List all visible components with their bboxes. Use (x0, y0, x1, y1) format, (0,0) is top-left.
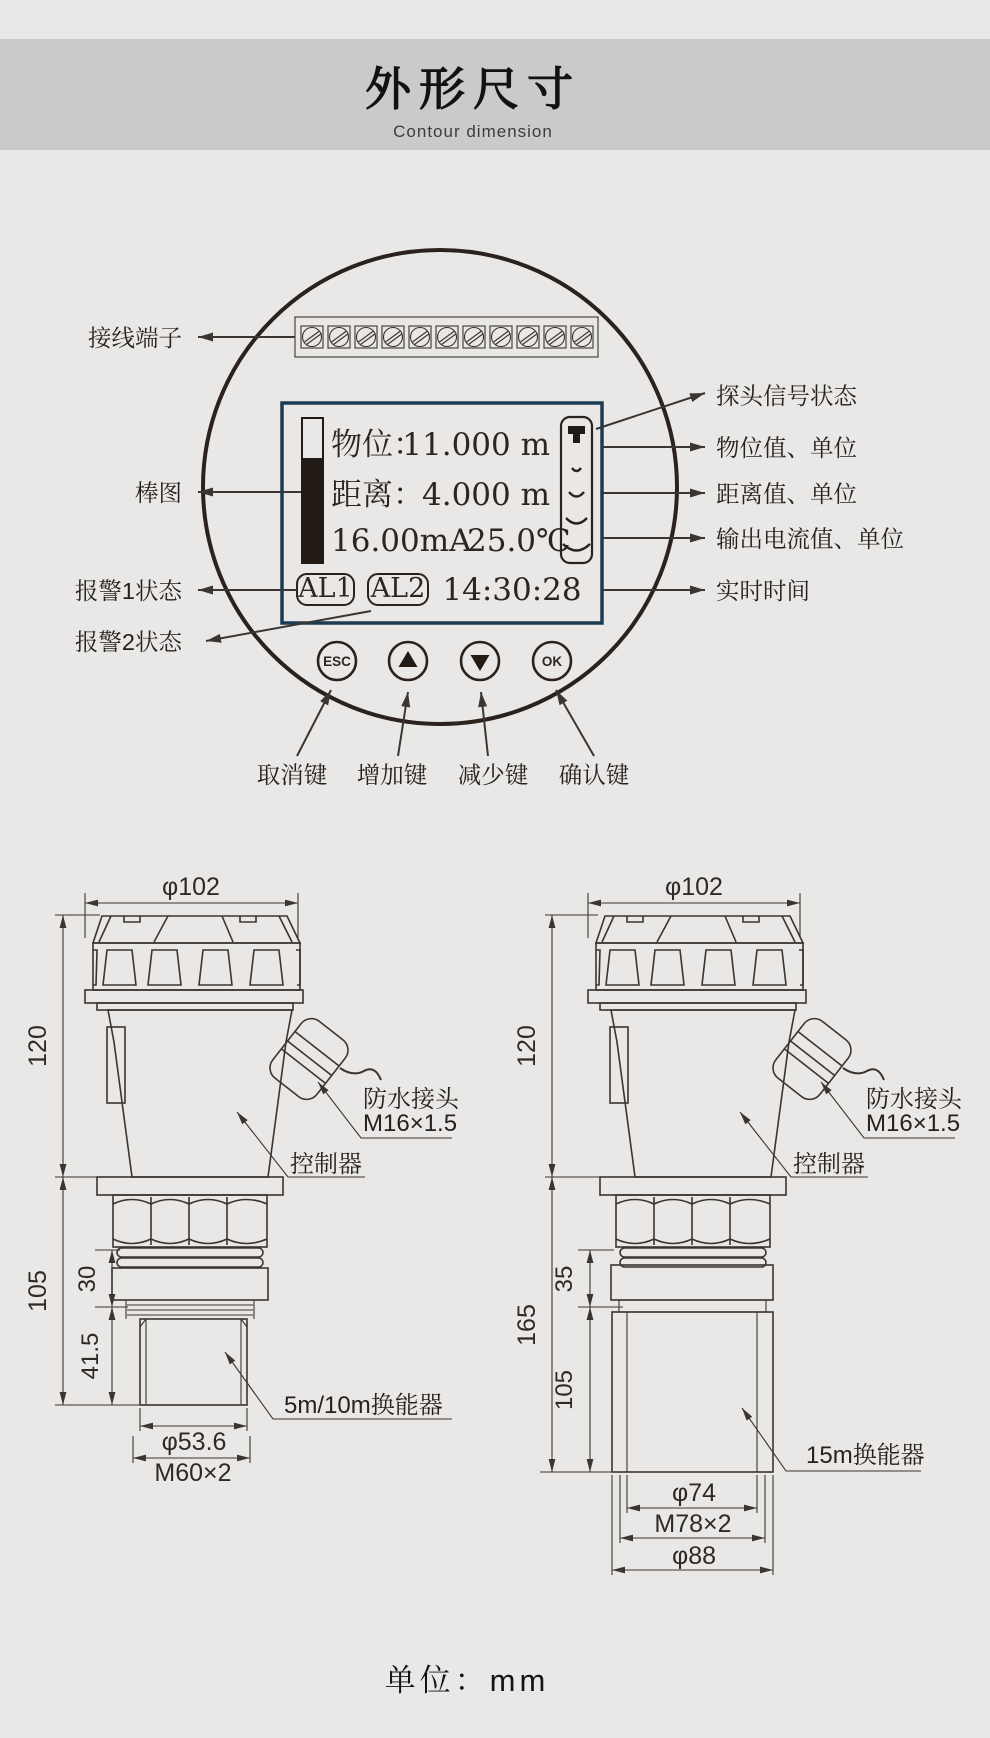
label-gland-spec-right: M16×1.5 (866, 1110, 961, 1137)
dim-lower-height-left: 105 (24, 1270, 52, 1312)
left-drawing (24, 873, 460, 1487)
esc-button-label: ESC (323, 654, 351, 669)
esc-button (318, 642, 356, 680)
ok-button-label: OK (541, 654, 563, 669)
page-title: 外形尺寸 (365, 63, 581, 115)
callout-bar-graph: 棒图 (135, 480, 182, 506)
dim-inner-diameter-right: φ74 (671, 1479, 717, 1507)
temperature-value: 25.0℃ (467, 523, 571, 559)
dim-head-height-left: 120 (24, 1025, 52, 1067)
down-arrow-icon (471, 655, 490, 671)
dim-cap-diameter-left: φ102 (162, 873, 220, 901)
terminal-block (295, 317, 598, 357)
panel-buttons (318, 642, 571, 680)
page-subtitle: Contour dimension (393, 122, 553, 141)
current-value: 16.00mA (331, 523, 472, 559)
level-value: 11.000 m (402, 427, 550, 463)
dim-outer-diameter-right: φ88 (671, 1542, 717, 1570)
distance-label: 距离： (331, 477, 424, 513)
callout-alarm1-status: 报警1状态 (74, 578, 182, 604)
callout-distance-unit: 距离值、单位 (716, 481, 857, 507)
callout-signal-status: 探头信号状态 (716, 383, 857, 409)
dim-transducer-height-right: 105 (551, 1369, 578, 1411)
dim-ring-height-right: 35 (551, 1265, 578, 1293)
meter-head-left (85, 916, 381, 1267)
callout-terminal-block: 接线端子 (88, 325, 182, 351)
label-gland-right: 防水接头 (866, 1086, 962, 1113)
knurled-ring-left (112, 1268, 268, 1300)
callout-cancel-key: 取消键 (256, 762, 328, 788)
callout-level-unit: 物位值、单位 (716, 435, 857, 461)
alarm2-label: AL2 (370, 573, 426, 604)
thread-section-right (619, 1300, 766, 1312)
distance-value: 4.000 m (422, 477, 550, 513)
right-drawing (513, 873, 963, 1575)
dim-head-height-right: 120 (513, 1025, 541, 1067)
terminal-screw (301, 326, 323, 348)
dim-transducer-diameter-left: φ53.6 (161, 1428, 227, 1456)
dim-ring-height-left: 30 (74, 1265, 101, 1293)
up-arrow-icon (399, 651, 418, 667)
transducer-left (140, 1319, 247, 1405)
label-controller-right: 控制器 (793, 1151, 865, 1178)
unit-note: 单位：mm (384, 1663, 550, 1698)
panel-diagram (75, 250, 904, 788)
transducer-right (612, 1312, 773, 1472)
thread-section-left (126, 1300, 254, 1319)
label-transducer-right: 15m换能器 (806, 1442, 925, 1469)
callout-current-unit: 输出电流值、单位 (716, 526, 904, 552)
dim-thread-spec-left: M60×2 (154, 1459, 232, 1487)
knurled-ring-right (611, 1265, 773, 1300)
bar-graph (302, 418, 323, 563)
dim-neck-height-left: 41.5 (77, 1332, 104, 1380)
level-label: 物位： (331, 427, 424, 463)
down-button (461, 642, 499, 680)
alarm2-badge (368, 573, 428, 605)
label-controller-left: 控制器 (290, 1151, 362, 1178)
meter-head-right (588, 916, 884, 1267)
up-button (389, 642, 427, 680)
lcd-display (282, 403, 602, 623)
dim-thread-spec-right: M78×2 (654, 1510, 732, 1538)
callout-alarm2-status: 报警2状态 (74, 629, 182, 655)
callout-decrease-key: 减少键 (457, 762, 529, 788)
label-gland-left: 防水接头 (363, 1086, 459, 1113)
callout-increase-key: 增加键 (356, 762, 428, 788)
dim-lower-height-right: 165 (513, 1304, 541, 1346)
dim-cap-diameter-right: φ102 (665, 873, 723, 901)
time-value: 14:30:28 (442, 572, 582, 608)
ok-button (533, 642, 571, 680)
alarm1-badge (297, 573, 354, 605)
label-gland-spec-left: M16×1.5 (363, 1110, 458, 1137)
callout-confirm-key: 确认键 (558, 762, 630, 788)
alarm1-label: AL1 (298, 573, 353, 604)
callout-realtime: 实时时间 (716, 578, 810, 604)
label-transducer-left: 5m/10m换能器 (284, 1392, 443, 1419)
